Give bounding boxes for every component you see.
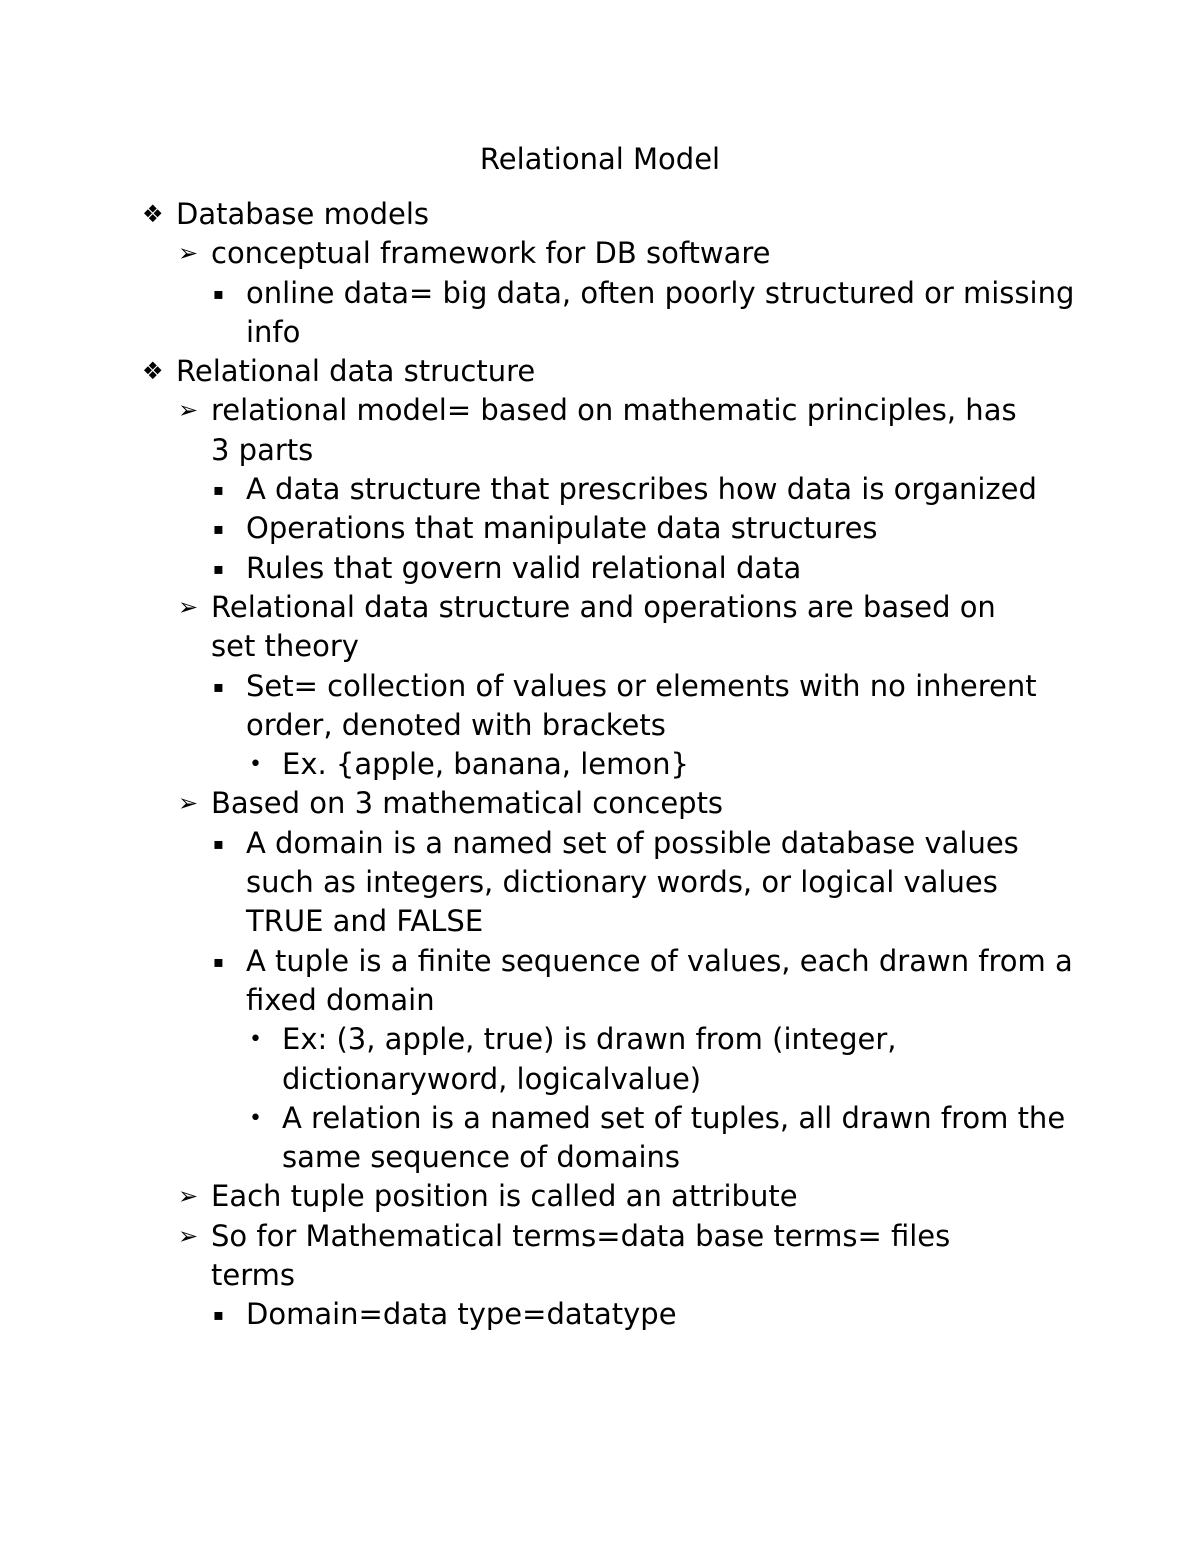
list-item	[0, 588, 1041, 667]
diamond-bullet-icon: ❖	[142, 200, 164, 228]
list-item-text: A tuple is a finite sequence of values, each drawn from a fixed domain	[246, 943, 1073, 1017]
list-item-text: Operations that manipulate data structures	[246, 511, 878, 546]
diamond-bullet-icon: ❖	[142, 357, 164, 386]
list-item-text: Database models	[176, 197, 429, 231]
list-item-text: Ex: (3, apple, true) is drawn from (integer, dictionaryword, logicalvalue)	[282, 1022, 897, 1096]
list-item-text: conceptual framework for DB software	[211, 236, 771, 271]
square-bullet-icon: ▪	[213, 283, 224, 303]
dot-bullet-icon: •	[249, 752, 262, 778]
list-item	[0, 824, 1076, 942]
list-item	[0, 1020, 1112, 1099]
dot-bullet-icon: •	[249, 1105, 262, 1131]
list-item-text: A data structure that prescribes how data is organized	[246, 472, 1037, 507]
square-bullet-icon: ▪	[213, 558, 224, 578]
list-item	[0, 667, 1076, 746]
list-item	[0, 234, 1041, 273]
list-item-text: A domain is a named set of possible database values such as integers, dictionary words, or logical values TRUE and FALSE	[246, 825, 1019, 939]
list-item-text: relational model= based on mathematic principles, has 3 parts	[211, 393, 1017, 467]
list-item	[0, 391, 1041, 470]
list-item	[0, 1177, 1041, 1216]
list-item-text: Ex. {apple, banana, lemon}	[282, 747, 689, 782]
arrow-bullet-icon: ➢	[178, 592, 199, 621]
arrow-bullet-icon: ➢	[178, 1221, 199, 1250]
square-bullet-icon: ▪	[213, 951, 224, 971]
list-item	[0, 195, 1006, 234]
page-title: Relational Model	[479, 142, 721, 176]
list-item	[0, 1295, 1076, 1334]
list-item	[0, 745, 1112, 784]
list-item	[0, 784, 1041, 823]
outline-list	[0, 195, 1200, 1335]
square-bullet-icon: ▪	[213, 1305, 224, 1325]
list-item	[0, 1099, 1112, 1178]
list-item-text: So for Mathematical terms=data base terms= files terms	[211, 1218, 951, 1293]
dot-bullet-icon: •	[249, 1027, 262, 1053]
list-item	[0, 352, 1006, 391]
list-item	[0, 470, 1076, 509]
list-item-text: A relation is a named set of tuples, all drawn from the same sequence of domains	[282, 1100, 1066, 1175]
list-item-text: Rules that govern valid relational data	[246, 550, 802, 585]
square-bullet-icon: ▪	[213, 519, 224, 539]
square-bullet-icon: ▪	[213, 676, 224, 696]
list-item-text: Set= collection of values or elements with no inherent order, denoted with brackets	[246, 668, 1037, 742]
list-item-text: online data= big data, often poorly structured or missing info	[246, 275, 1075, 349]
arrow-bullet-icon: ➢	[178, 789, 199, 818]
list-item	[0, 942, 1076, 1021]
list-item	[0, 1217, 1041, 1296]
arrow-bullet-icon: ➢	[178, 239, 199, 268]
list-item-text: Based on 3 mathematical concepts	[211, 786, 724, 821]
list-item-text: Relational data structure and operations are based on set theory	[211, 589, 996, 664]
arrow-bullet-icon: ➢	[178, 396, 199, 425]
list-item	[0, 549, 1076, 588]
list-item	[0, 509, 1076, 548]
square-bullet-icon: ▪	[213, 833, 224, 853]
list-item-text: Each tuple position is called an attribute	[211, 1179, 798, 1214]
list-item-text: Relational data structure	[176, 354, 536, 389]
list-item-text: Domain=data type=datatype	[246, 1297, 677, 1332]
arrow-bullet-icon: ➢	[178, 1182, 199, 1211]
list-item	[0, 274, 1076, 353]
square-bullet-icon: ▪	[213, 480, 224, 500]
